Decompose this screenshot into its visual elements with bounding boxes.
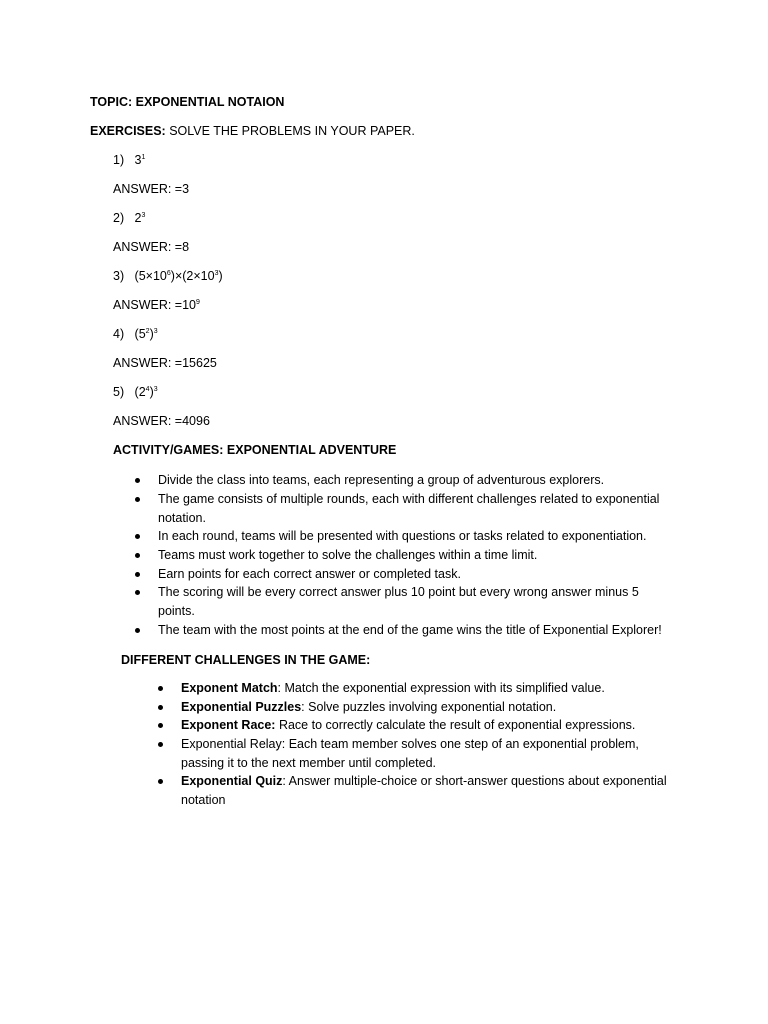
- bullet-icon: [135, 497, 140, 502]
- bullet-icon: [135, 534, 140, 539]
- challenge-title: Exponent Match: [181, 681, 278, 695]
- bullet-text: In each round, teams will be presented with questions or tasks related to exponentiation.: [158, 529, 647, 543]
- bullet-icon: [158, 686, 163, 691]
- expr-part: ): [149, 385, 154, 399]
- bullet-icon: [158, 705, 163, 710]
- challenges-heading: DIFFERENT CHALLENGES IN THE GAME:: [121, 653, 371, 667]
- answer-exponent: 9: [196, 299, 200, 306]
- answer-1: ANSWER: =3: [113, 182, 190, 196]
- challenge-description: Race to correctly calculate the result of exponential expressions.: [275, 718, 636, 732]
- bullet-text: Teams must work together to solve the challenges within a time limit.: [158, 548, 538, 562]
- activity-heading: ACTIVITY/GAMES: EXPONENTIAL ADVENTURE: [113, 443, 397, 457]
- challenge-description: : Answer multiple-choice or short-answer questions about exponential notation: [181, 774, 667, 807]
- bullet-text: Divide the class into teams, each representing a group of adventurous explorers.: [158, 473, 605, 487]
- bullet-icon: [135, 628, 140, 633]
- expr-part: )×(2×10: [170, 269, 215, 283]
- problem-base: 3: [134, 153, 142, 167]
- challenge-title: Exponential Quiz: [181, 774, 283, 788]
- problem-1: [113, 152, 145, 168]
- challenge-text: [181, 772, 681, 809]
- challenge-text: [181, 679, 701, 698]
- problem-number: 1): [113, 153, 125, 167]
- answer-5: ANSWER: =4096: [113, 414, 210, 428]
- expr-part: (5: [134, 327, 146, 341]
- problem-4: [113, 326, 158, 342]
- expr-part: (5×10: [134, 269, 167, 283]
- problem-exponent: 3: [141, 212, 146, 219]
- problem-number: 4): [113, 327, 125, 341]
- problem-exponent: 1: [141, 154, 146, 161]
- bullet-icon: [158, 723, 163, 728]
- bullet-icon: [158, 779, 163, 784]
- bullet-text: The game consists of multiple rounds, each with different challenges related to exponential notation.: [158, 492, 660, 525]
- challenge-title: Exponent Race:: [181, 718, 276, 732]
- challenge-description: Exponential Relay: Each team member solves one step of an exponential problem, passing it to the next member until completed.: [181, 737, 639, 770]
- expr-exponent: 2: [145, 328, 150, 335]
- answer-2: ANSWER: =8: [113, 240, 190, 254]
- bullet-icon: [135, 572, 140, 577]
- bullet-icon: [158, 742, 163, 747]
- problem-number: 2): [113, 211, 125, 225]
- answer-3: [113, 297, 200, 313]
- answer-4: ANSWER: =15625: [113, 356, 217, 370]
- expr-part: ): [149, 327, 154, 341]
- challenge-text: [181, 698, 701, 717]
- expr-exponent: 3: [214, 270, 219, 277]
- expr-exponent: 3: [153, 386, 158, 393]
- problem-3: [113, 268, 223, 284]
- problem-2: [113, 210, 145, 226]
- challenge-description: : Match the exponential expression with its simplified value.: [277, 681, 605, 695]
- problem-number: 3): [113, 269, 125, 283]
- expr-exponent: 3: [153, 328, 158, 335]
- bullet-text: The team with the most points at the end of the game wins the title of Exponential Explorer!: [158, 623, 662, 637]
- expr-part: (2: [134, 385, 146, 399]
- exercises-instruction: SOLVE THE PROBLEMS IN YOUR PAPER.: [165, 124, 415, 138]
- bullet-text: Earn points for each correct answer or completed task.: [158, 567, 461, 581]
- challenge-description: : Solve puzzles involving exponential notation.: [301, 700, 557, 714]
- expr-exponent: 4: [145, 386, 150, 393]
- bullet-text: The scoring will be every correct answer plus 10 point but every wrong answer minus 5 points.: [158, 585, 639, 618]
- exercises-label: EXERCISES:: [90, 124, 166, 138]
- exercises-heading: [90, 123, 415, 139]
- problem-base: 2: [134, 211, 142, 225]
- topic-heading: TOPIC: EXPONENTIAL NOTAION: [90, 95, 285, 109]
- challenge-title: Exponential Puzzles: [181, 700, 302, 714]
- problem-number: 5): [113, 385, 125, 399]
- expr-exponent: 6: [166, 270, 171, 277]
- bullet-icon: [135, 478, 140, 483]
- challenge-text: [181, 716, 701, 735]
- expr-part: ): [218, 269, 223, 283]
- answer-base: ANSWER: =10: [113, 298, 197, 312]
- problem-5: [113, 384, 158, 400]
- bullet-icon: [135, 590, 140, 595]
- challenge-text: [181, 735, 651, 772]
- bullet-icon: [135, 553, 140, 558]
